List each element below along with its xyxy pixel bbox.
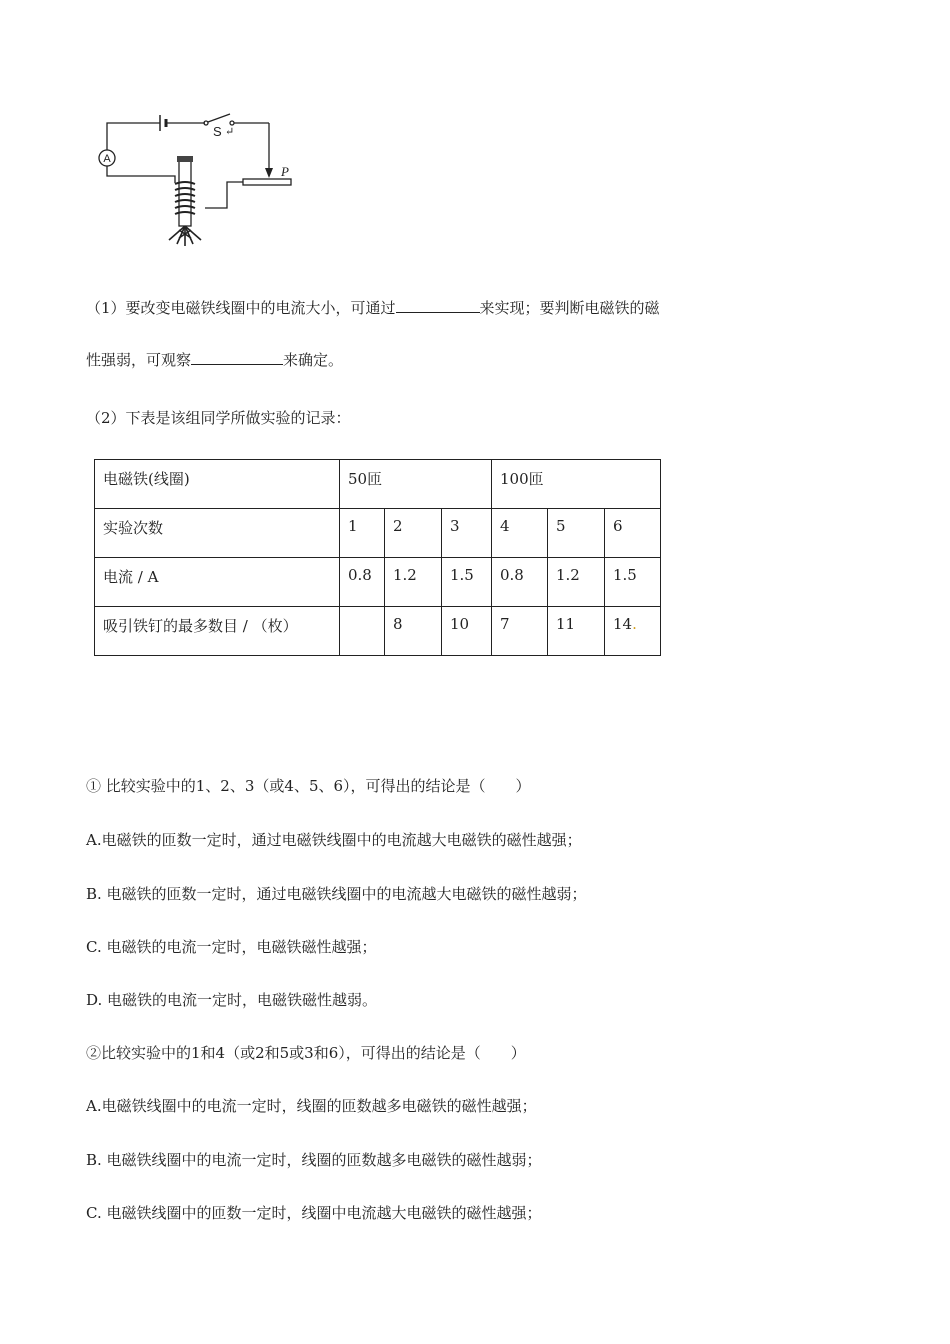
experiment-table [94, 459, 661, 656]
sub1-option-a[interactable]: A.电磁铁的匝数一定时，通过电磁铁线圈中的电流越大电磁铁的磁性越强； [86, 831, 582, 849]
sub2-option-b[interactable]: B. 电磁铁线圈中的电流一定时，线圈的匝数越多电磁铁的磁性越弱； [86, 1151, 542, 1169]
trial-cell: 4 [492, 509, 548, 558]
answer-blank-2[interactable] [191, 350, 283, 365]
group-50-turns: 50匝 [340, 460, 492, 509]
electromagnet [169, 156, 201, 246]
nails-cell: 8 [385, 607, 442, 656]
nails-cell: 11 [548, 607, 605, 656]
sub-question-1: ① 比较实验中的1、2、3（或4、5、6），可得出的结论是（ ） [86, 777, 531, 795]
sub2-option-a[interactable]: A.电磁铁线圈中的电流一定时，线圈的匝数越多电磁铁的磁性越强； [86, 1097, 537, 1115]
table-row [95, 460, 661, 509]
current-cell: 1.2 [385, 558, 442, 607]
current-cell: 0.8 [492, 558, 548, 607]
row-header-nails: 吸引铁钉的最多数目 / （枚） [95, 607, 340, 656]
sub1-option-b[interactable]: B. 电磁铁的匝数一定时，通过电磁铁线圈中的电流越大电磁铁的磁性越弱； [86, 885, 587, 903]
sub-question-2: ②比较实验中的1和4（或2和5或3和6），可得出的结论是（ ） [86, 1044, 526, 1062]
q1-text-b-suffix: 来确定。 [283, 351, 344, 369]
svg-text:↵: ↵ [225, 125, 235, 138]
table-row [95, 607, 661, 656]
nails-value: 14 [613, 615, 633, 633]
current-cell: 0.8 [340, 558, 385, 607]
table-row [95, 509, 661, 558]
group-100-turns: 100匝 [492, 460, 661, 509]
sub1-option-d[interactable]: D. 电磁铁的电流一定时，电磁铁磁性越弱。 [86, 991, 378, 1009]
ammeter-label: A [103, 153, 111, 165]
question-2-intro: （2）下表是该组同学所做实验的记录： [86, 409, 351, 427]
sub2-option-c[interactable]: C. 电磁铁线圈中的匝数一定时，线圈中电流越大电磁铁的磁性越强； [86, 1204, 542, 1222]
trial-cell: 1 [340, 509, 385, 558]
answer-blank-1[interactable] [396, 298, 480, 313]
current-cell: 1.2 [548, 558, 605, 607]
sub1-option-c[interactable]: C. 电磁铁的电流一定时，电磁铁磁性越强； [86, 938, 377, 956]
nails-cell: 10 [442, 607, 492, 656]
q1-text-b: 性强弱，可观察 [86, 351, 192, 369]
trial-cell: 5 [548, 509, 605, 558]
nails-cell: 7 [492, 607, 548, 656]
row-header-coil: 电磁铁(线圈) [95, 460, 340, 509]
current-cell: 1.5 [605, 558, 661, 607]
question-1-line-2 [86, 350, 343, 370]
trial-cell: 2 [385, 509, 442, 558]
slider-label: P [281, 164, 289, 179]
nails-cell [340, 607, 385, 656]
switch-label: S [213, 124, 222, 139]
nails-cell [605, 607, 661, 656]
q1-text-a-suffix: 来实现；要判断电磁铁的磁 [479, 299, 660, 317]
trial-cell: 6 [605, 509, 661, 558]
row-header-trials: 实验次数 [95, 509, 340, 558]
row-header-current: 电流 / A [95, 558, 340, 607]
question-1-line-1 [86, 298, 660, 318]
circuit-diagram [95, 108, 310, 253]
trial-cell: 3 [442, 509, 492, 558]
paragraph-mark-icon: . [632, 615, 637, 633]
current-cell: 1.5 [442, 558, 492, 607]
q1-text-a: （1）要改变电磁铁线圈中的电流大小，可通过 [86, 299, 396, 317]
table-row [95, 558, 661, 607]
